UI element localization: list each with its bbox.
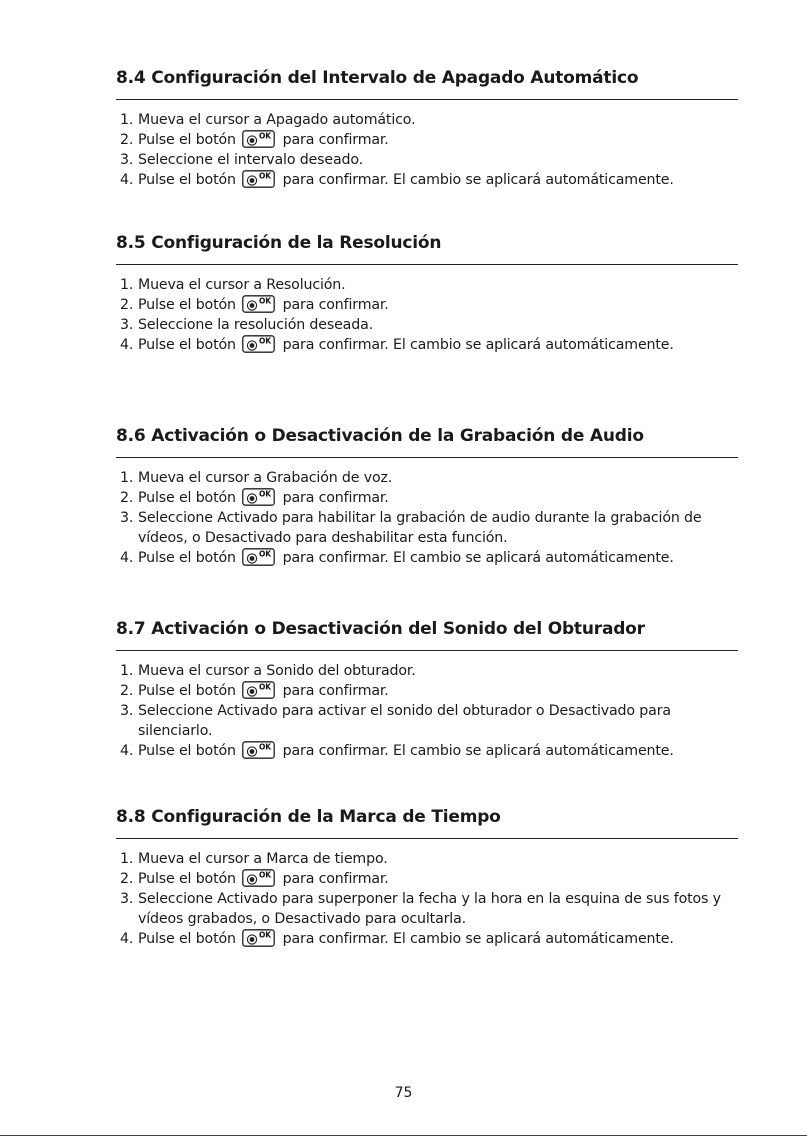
- section-title: 8.8 Configuración de la Marca de Tiempo: [116, 805, 738, 839]
- list-item: 4. Pulse el botón para confirmar. El cambio se aplicará automáticamente.: [120, 172, 674, 188]
- section-title: 8.4 Configuración del Intervalo de Apagado Automático: [116, 66, 738, 100]
- list-item: 1. Mueva el cursor a Marca de tiempo.: [120, 851, 388, 867]
- steps-list: [116, 265, 738, 355]
- camera-ok-button-icon: [242, 130, 275, 148]
- section-8-5: [116, 231, 738, 355]
- list-item: 3. Seleccione el intervalo deseado.: [120, 152, 364, 168]
- list-item: 3. Seleccione la resolución deseada.: [120, 317, 373, 333]
- steps-list: [116, 651, 738, 761]
- list-item: 2. Pulse el botón para confirmar.: [120, 297, 389, 313]
- list-item: 4. Pulse el botón para confirmar. El cambio se aplicará automáticamente.: [120, 931, 674, 947]
- section-8-4: [116, 66, 738, 190]
- section-title: 8.5 Configuración de la Resolución: [116, 231, 738, 265]
- camera-ok-button-icon: [242, 869, 275, 887]
- camera-ok-button-icon: [242, 295, 275, 313]
- section-8-7: [116, 617, 738, 761]
- camera-ok-button-icon: [242, 929, 275, 947]
- list-item: 4. Pulse el botón para confirmar. El cambio se aplicará automáticamente.: [120, 337, 674, 353]
- list-item: 3. Seleccione Activado para habilitar la grabación de audio durante la grabación de vídeos, o Desactivado para deshabilitar esta función.: [120, 510, 702, 546]
- list-item: 2. Pulse el botón para confirmar.: [120, 683, 389, 699]
- camera-ok-button-icon: [242, 681, 275, 699]
- section-8-6: [116, 424, 738, 568]
- list-item: 4. Pulse el botón para confirmar. El cambio se aplicará automáticamente.: [120, 550, 674, 566]
- list-item: 1. Mueva el cursor a Grabación de voz.: [120, 470, 393, 486]
- section-title: 8.6 Activación o Desactivación de la Grabación de Audio: [116, 424, 738, 458]
- list-item: 3. Seleccione Activado para activar el sonido del obturador o Desactivado para silenciarlo.: [120, 703, 671, 739]
- page-number: 75: [394, 1085, 413, 1101]
- steps-list: [116, 100, 738, 190]
- list-item: 2. Pulse el botón para confirmar.: [120, 132, 389, 148]
- section-title: 8.7 Activación o Desactivación del Sonido del Obturador: [116, 617, 738, 651]
- steps-list: [116, 458, 738, 568]
- camera-ok-button-icon: [242, 335, 275, 353]
- list-item: 1. Mueva el cursor a Sonido del obturador.: [120, 663, 416, 679]
- list-item: 1. Mueva el cursor a Apagado automático.: [120, 112, 416, 128]
- list-item: 2. Pulse el botón para confirmar.: [120, 871, 389, 887]
- steps-list: [116, 839, 738, 949]
- camera-ok-button-icon: [242, 741, 275, 759]
- list-item: 2. Pulse el botón para confirmar.: [120, 490, 389, 506]
- list-item: 4. Pulse el botón para confirmar. El cambio se aplicará automáticamente.: [120, 743, 674, 759]
- camera-ok-button-icon: [242, 488, 275, 506]
- section-8-8: [116, 805, 738, 949]
- list-item: 3. Seleccione Activado para superponer la fecha y la hora en la esquina de sus fotos y vídeos grabados, o Desactivado para ocultarla.: [120, 891, 721, 927]
- footer-divider: [0, 1135, 807, 1136]
- camera-ok-button-icon: [242, 170, 275, 188]
- camera-ok-button-icon: [242, 548, 275, 566]
- list-item: 1. Mueva el cursor a Resolución.: [120, 277, 346, 293]
